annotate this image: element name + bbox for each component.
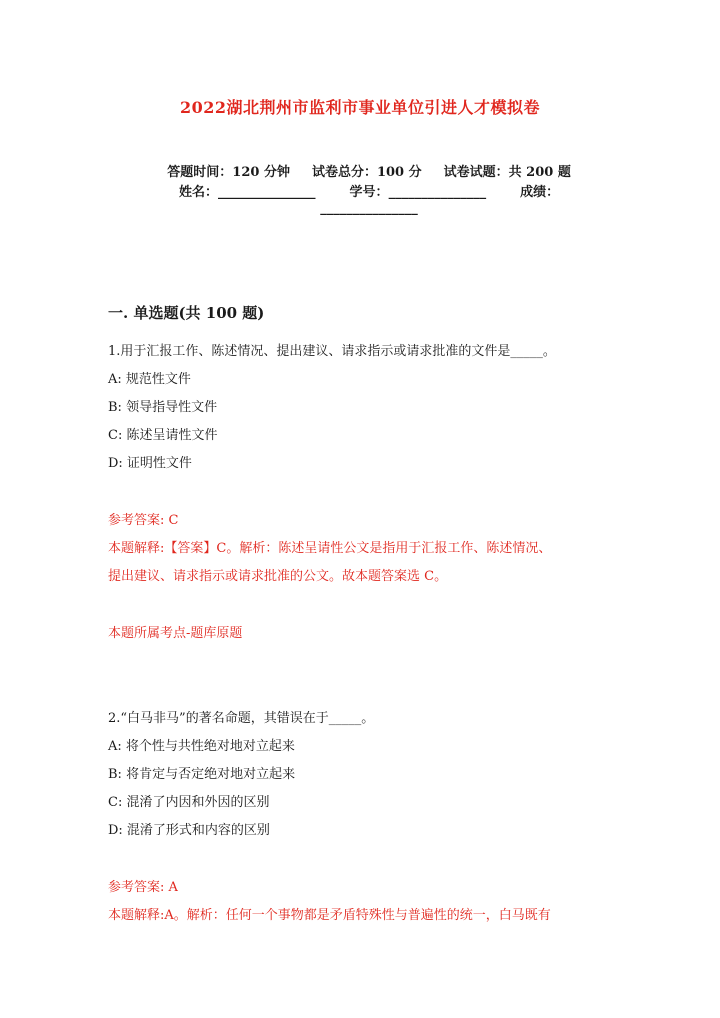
question-2-stem: 2.“白马非马”的著名命题，其错误在于_____。: [108, 711, 375, 726]
question-2-option-d: D: 混淆了形式和内容的区别: [108, 823, 270, 838]
score-label: 成绩：: [520, 185, 560, 200]
answer-time: 答题时间：120 分钟: [167, 165, 290, 180]
section-heading: 一. 单选题(共 100 题): [108, 304, 265, 322]
page-title: 2022湖北荆州市监利市事业单位引进人才模拟卷: [179, 98, 541, 117]
name-label: 姓名：: [179, 185, 219, 200]
name-blank: _______________: [218, 185, 316, 200]
question-2-answer: 参考答案: A: [108, 880, 178, 895]
student-id-blank: _______________: [388, 185, 487, 200]
question-2-option-b: B: 将肯定与否定绝对地对立起来: [108, 767, 296, 782]
question-1-answer: 参考答案: C: [108, 513, 179, 528]
question-1-explanation-line-1: 本题解释:【答案】C。解析：陈述呈请性公文是指用于汇报工作、陈述情况、: [108, 541, 552, 556]
total-score: 试卷总分：100 分: [311, 165, 422, 180]
score-blank: _______________: [320, 201, 418, 216]
question-2-option-a: A: 将个性与共性绝对地对立起来: [108, 739, 295, 754]
question-1-explanation-line-2: 提出建议、请求指示或请求批准的公文。故本题答案选 C。: [108, 569, 448, 584]
question-1-option-a: A: 规范性文件: [108, 372, 191, 387]
question-2-explanation-line-1: 本题解释:A。解析：任何一个事物都是矛盾特殊性与普遍性的统一，白马既有: [108, 908, 551, 923]
score-blank-line: [0, 186, 720, 231]
question-1-option-d: D: 证明性文件: [108, 456, 192, 471]
question-count: 试卷试题：共 200 题: [443, 165, 571, 180]
student-id-label: 学号：: [349, 185, 389, 200]
question-2-option-c: C: 混淆了内因和外因的区别: [108, 795, 270, 810]
question-1-source: 本题所属考点-题库原题: [108, 626, 243, 641]
question-1-stem: 1.用于汇报工作、陈述情况、提出建议、请求指示或请求批准的文件是_____。: [108, 344, 556, 359]
question-1-option-b: B: 领导指导性文件: [108, 400, 218, 415]
question-1-option-c: C: 陈述呈请性文件: [108, 428, 218, 443]
